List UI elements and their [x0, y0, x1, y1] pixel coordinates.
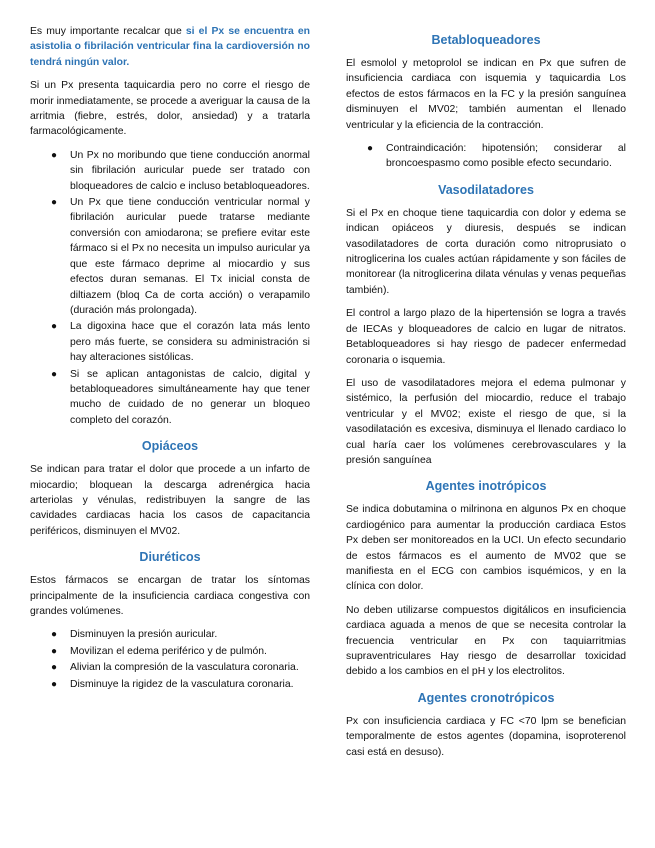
list-item: ● Disminuyen la presión auricular.	[30, 627, 310, 642]
list-item: ● Un Px que tiene conducción ventricular normal y fibrilación auricular puede tratarse mediante conversión con amiodarona; se prefiere evitar este fármaco si el Px no necesita un impulso auricular ya que este fármaco deprime al miocardio y sus efectos duran semanas. El Tx inicial consta de diltiazem (bloq Ca de corta acción) o verapamilo (duración más prolongada).	[51, 197, 310, 316]
list-item: ● Movilizan el edema periférico y de pulmón.	[30, 644, 310, 659]
vasodilatadores-paragraph-2: El control a largo plazo de la hipertensión se logra a través de IECAs y bloqueadores de calcio en lugar de nitratos. Betabloqueadores si hay riesgo de padecer enfermedad coronaria o isquemia.	[346, 308, 626, 366]
intro-paragraph	[30, 24, 310, 70]
list-item: ● Un Px no moribundo que tiene conducción anormal sin fibrilación auricular puede ser tratado con bloqueadores de calcio e incluso betabloqueadores.	[51, 149, 310, 192]
bullet-icon: ●	[51, 629, 58, 641]
vasodilatadores-heading: Vasodilatadores	[438, 182, 534, 197]
bullet-icon: ●	[51, 678, 58, 690]
cronotropicos-heading: Agentes cronotrópicos	[417, 690, 555, 705]
list-item: ● Contraindicación: hipotensión; considerar al broncoespasmo como posible efecto secundario.	[367, 143, 626, 170]
list-item: ● Si se aplican antagonistas de calcio, digital y betabloqueadores simultáneamente hay que tener mucho de cuidado de no generar un bloqueo completo del corazón.	[51, 368, 310, 426]
inotropicos-paragraph-1: Se indica dobutamina o milrinona en algunos Px en choque cardiogénico para aumentar la producción cardiaca Estos Px deben ser monitoreados en la UCI. Un efecto secundario de estos fármacos es el aumento de MV02 que se manifiesta en el ECG con cambios isquémicos, y en la clínica con dolor.	[346, 504, 626, 593]
cronotropicos-paragraph: Px con insuficiencia cardiaca y FC <70 lpm se benefician temporalmente de estos agentes (dopamina, isoproterenol casi está en desuso).	[346, 715, 626, 758]
intro-highlight: si el Px se encuentra en asistolia o fibrilación ventricular fina la cardioversión no tendrá ningún valor.	[30, 26, 310, 68]
vasodilatadores-paragraph-1: Si el Px en choque tiene taquicardia con dolor y edema se indican opiáceos y diuresis, después se indican vasodilatadores de corta duración como nitroprusiato o nitroglicerina los cuales actúan rápidamente y son fáciles de monitorear (la nitroglicerina dilata vénulas y venas pequeñas también).	[346, 207, 626, 296]
intro-lead: Es muy importante recalcar que	[30, 26, 186, 37]
list-item: ● Alivian la compresión de la vasculatura coronaria.	[30, 660, 310, 675]
tachycardia-paragraph: Si un Px presenta taquicardia pero no corre el riesgo de morir inmediatamente, se procede a averiguar la causa de la arritmia (fiebre, estrés, dolor, ansiedad) y a tratarla farmacológicamente.	[30, 80, 310, 138]
bullet-icon: ●	[51, 645, 58, 657]
bullet-icon: ●	[51, 368, 58, 380]
arrhythmia-list	[30, 148, 310, 428]
betabloqueadores-list	[346, 141, 626, 172]
bullet-icon: ●	[51, 149, 58, 161]
opiaceos-paragraph: Se indican para tratar el dolor que procede a un infarto de miocardio; bloquean la descarga adrenérgica hacia arteriolas y vénulas, redistribuyen la sangre de las cavidades cardiacas hacia los casos de capacitancia periféricos, disminuyen el MV02.	[30, 464, 310, 537]
vasodilatadores-paragraph-3: El uso de vasodilatadores mejora el edema pulmonar y sistémico, la perfusión del miocardio, reduce el trabajo ventricular y el MV02; existe el riesgo de que, si la vasodilatación es excesiva, disminuya el llenado cardiaco lo cual haría caer los volúmenes cerebrovasculares y la presión sanguínea	[346, 377, 626, 466]
diureticos-list	[30, 627, 310, 692]
bullet-icon: ●	[367, 143, 374, 155]
list-item: ● Disminuye la rigidez de la vasculatura coronaria.	[30, 677, 310, 692]
bullet-icon: ●	[51, 197, 58, 209]
inotropicos-paragraph-2: No deben utilizarse compuestos digitálicos en insuficiencia cardiaca aguada a menos de que se necesita controlar la frecuencia ventricular en Px con taquiarritmias supraventriculares Hay riesgo de desarrollar toxicidad debido a los cambios en el pH y los electrolitos.	[346, 604, 626, 678]
betabloqueadores-paragraph: El esmolol y metoprolol se indican en Px que sufren de insuficiencia cardiaca con isquemia y taquicardia Los efectos de estos fármacos en la FC y la presión sanguínea disminuyen el MV02; también aumentan el llenado ventricular y la eficiencia de la contracción.	[346, 58, 626, 131]
diureticos-paragraph: Estos fármacos se encargan de tratar los síntomas principalmente de la insuficiencia cardiaca congestiva con grandes volúmenes.	[30, 575, 310, 617]
list-item: ● La digoxina hace que el corazón lata más lento pero más fuerte, se considera su administración si hay alteraciones sistólicas.	[51, 321, 310, 364]
opiaceos-heading: Opiáceos	[141, 439, 199, 454]
bullet-icon: ●	[51, 662, 58, 674]
bullet-icon: ●	[51, 321, 58, 333]
left-column	[30, 24, 310, 700]
diureticos-heading: Diuréticos	[139, 550, 201, 565]
betabloqueadores-heading: Betabloqueadores	[431, 33, 541, 47]
right-column	[346, 24, 626, 768]
inotropicos-heading: Agentes inotrópicos	[425, 479, 547, 494]
